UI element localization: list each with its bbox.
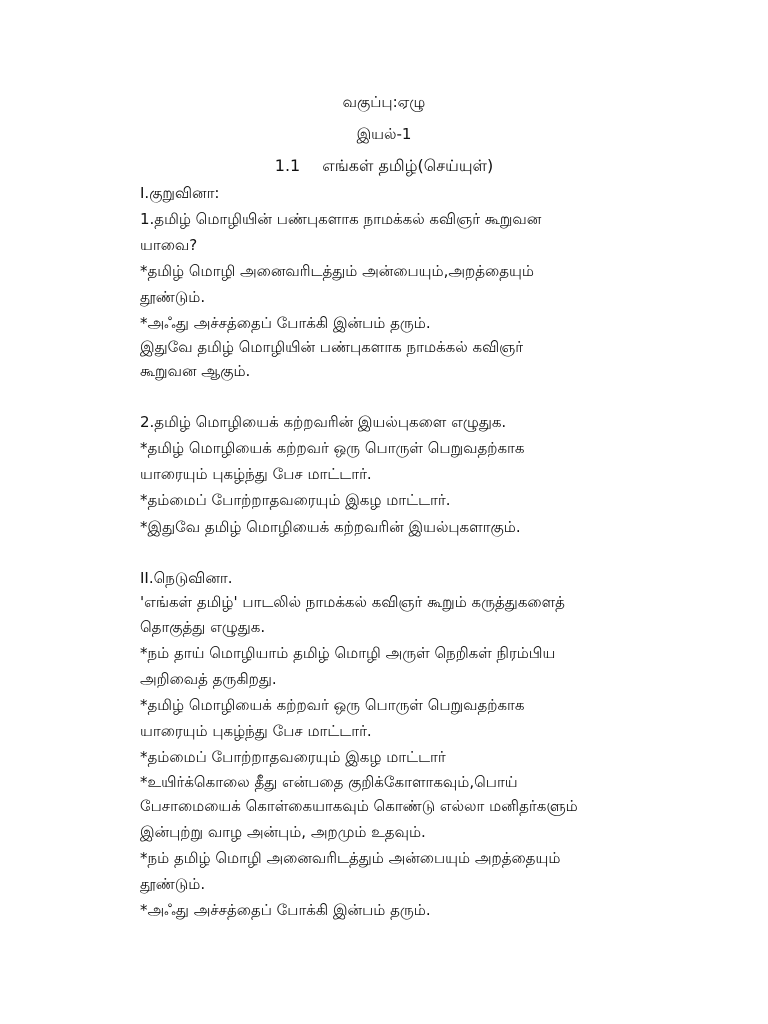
a2-line3: *தம்மைப் போற்றாதவரையும் இகழ மாட்டார். [140, 491, 451, 509]
a1-line3: *அஃது அச்சத்தைப் போக்கி இன்பம் தரும். [140, 314, 431, 332]
a3-line4: யாரையும் புகழ்ந்து பேச மாட்டார். [140, 722, 372, 740]
a3-line6: *உயிர்க்கொலை தீது என்பதை குறிக்கோளாகவும்,பொய் [140, 773, 518, 791]
a1-line4: இதுவே தமிழ் மொழியின் பண்புகளாக நாமக்கல் கவிஞர் [140, 338, 524, 356]
a3-line10: தூண்டும். [140, 875, 206, 893]
a3-line3: *தமிழ் மொழியைக் கற்றவர் ஒரு பொருள் பெறுவதற்காக [140, 696, 525, 714]
unit-label: இயல்-1 [356, 125, 412, 143]
a3-line1: *நம் தாய் மொழியாம் தமிழ் மொழி அருள் நெறிகள் நிரம்பிய [140, 644, 556, 662]
a3-line7: பேசாமையைக் கொள்கையாகவும் கொண்டு எல்லா மனிதர்களும் [140, 797, 578, 815]
q3-line2: தொகுத்து எழுதுக. [140, 618, 266, 636]
a3-line11: *அஃது அச்சத்தைப் போக்கி இன்பம் தரும். [140, 901, 431, 919]
section1-heading: I.குறுவினா: [140, 184, 220, 202]
a1-line1: *தமிழ் மொழி அனைவரிடத்தும் அன்பையும்,அறத்தையும் [140, 262, 534, 280]
lesson-title: எங்கள் தமிழ்(செய்யுள்) [322, 156, 494, 175]
q1-line1: 1.தமிழ் மொழியின் பண்புகளாக நாமக்கல் கவிஞர் கூறுவன [140, 210, 542, 228]
a3-line5: *தம்மைப் போற்றாதவரையும் இகழ மாட்டார் [140, 748, 446, 766]
a3-line8: இன்புற்று வாழ அன்பும், அறமும் உதவும். [140, 823, 426, 841]
q2-line1: 2.தமிழ் மொழியைக் கற்றவரின் இயல்புகளை எழுதுக. [140, 413, 507, 431]
a2-line4: *இதுவே தமிழ் மொழியைக் கற்றவரின் இயல்புகளாகும். [140, 518, 521, 536]
section2-heading: II.நெடுவினா. [140, 569, 233, 587]
a1-line2: தூண்டும். [140, 288, 206, 306]
lesson-title-line [0, 156, 768, 176]
a2-line2: யாரையும் புகழ்ந்து பேச மாட்டார். [140, 465, 372, 483]
lesson-number: 1.1 [274, 156, 301, 175]
class-label: வகுப்பு:ஏழு [342, 93, 426, 111]
q1-line2: யாவை? [140, 236, 198, 254]
a2-line1: *தமிழ் மொழியைக் கற்றவர் ஒரு பொருள் பெறுவதற்காக [140, 439, 525, 457]
a1-line5: கூறுவன ஆகும். [140, 362, 251, 380]
a3-line9: *நம் தமிழ் மொழி அனைவரிடத்தும் அன்பையும் அறத்தையும் [140, 849, 561, 867]
q3-line1: 'எங்கள் தமிழ்' பாடலில் நாமக்கல் கவிஞர் கூறும் கருத்துகளைத் [140, 593, 565, 611]
a3-line2: அறிவைத் தருகிறது. [140, 670, 277, 688]
